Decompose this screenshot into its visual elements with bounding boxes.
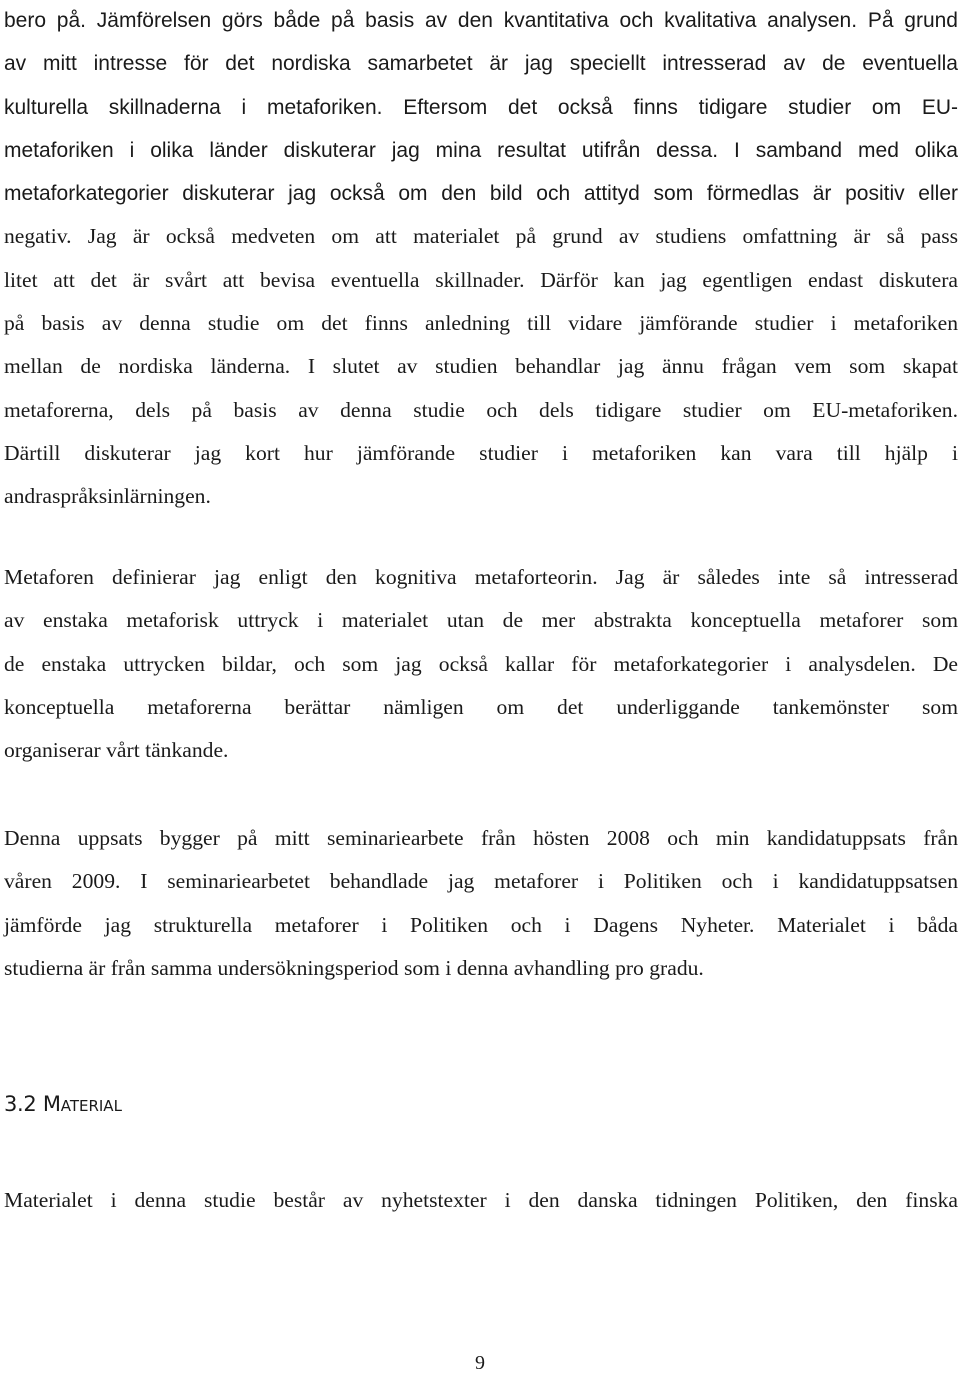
text-line: metaforkategorier diskuterar jag också om den bild och attityd som förmedlas är positiv eller [4,182,958,206]
text-line: Denna uppsats bygger på mitt seminariearbete från hösten 2008 och min kandidatuppsats från [4,826,958,850]
page-number: 9 [475,1352,485,1374]
text-line: av mitt intresse för det nordiska samarbetet är jag speciellt intresserad av de eventuella [4,52,958,76]
text-line: bero på. Jämförelsen görs både på basis av den kvantitativa och kvalitativa analysen. På grund [4,9,958,32]
text-line: organiserar vårt tänkande. [4,738,229,763]
text-line: metaforiken i olika länder diskuterar jag mina resultat utifrån dessa. I samband med olika [4,138,958,162]
text-line: på basis av denna studie om det finns anledning till vidare jämförande studier i metaforiken [4,311,958,336]
text-line: konceptuella metaforerna berättar nämligen om det underliggande tankemönster som [4,694,958,719]
text-line: Därtill diskuterar jag kort hur jämförande studier i metaforiken kan vara till hjälp i [4,440,958,465]
paragraph-metaphor-definition [4,556,958,772]
paragraph-material [4,1179,958,1222]
text-line: negativ. Jag är också medveten om att materialet på grund av studiens omfattning är så pass [4,224,958,249]
section-number: 3.2 [4,1092,37,1116]
text-line: Metaforen definierar jag enligt den kognitiva metaforteorin. Jag är således inte så intresserad [4,565,958,589]
text-line: av enstaka metaforisk uttryck i materialet utan de mer abstrakta konceptuella metaforer som [4,608,958,633]
section-title-smallcaps: ATERIAL [60,1097,122,1115]
text-line: studierna är från samma undersökningsperiod som i denna avhandling pro gradu. [4,955,704,980]
text-line: metaforerna, dels på basis av denna studie och dels tidigare studier om EU-metaforiken. [4,397,958,422]
paragraph-intro [4,0,958,519]
section-title-initial: M [42,1092,61,1116]
text-line: litet att det är svårt att bevisa eventuella skillnader. Därför kan jag egentligen endast diskutera [4,267,958,292]
text-line: jämförde jag strukturella metaforer i Politiken och i Dagens Nyheter. Materialet i båda [4,912,958,937]
text-line: de enstaka uttrycken bildar, och som jag också kallar för metaforkategorier i analysdelen. De [4,651,958,676]
section-heading [4,1092,122,1116]
text-line: kulturella skillnaderna i metaforiken. Eftersom det också finns tidigare studier om EU- [4,95,958,119]
text-line: mellan de nordiska länderna. I slutet av studien behandlar jag ännu frågan vem som skapat [4,354,958,379]
paragraph-background [4,817,958,990]
text-line: Materialet i denna studie består av nyhetstexter i den danska tidningen Politiken, den finska [4,1188,958,1212]
text-line: våren 2009. I seminariearbetet behandlade jag metaforer i Politiken och i kandidatuppsatsen [4,869,958,894]
text-line: andraspråksinlärningen. [4,484,211,509]
section-title [43,1092,122,1116]
